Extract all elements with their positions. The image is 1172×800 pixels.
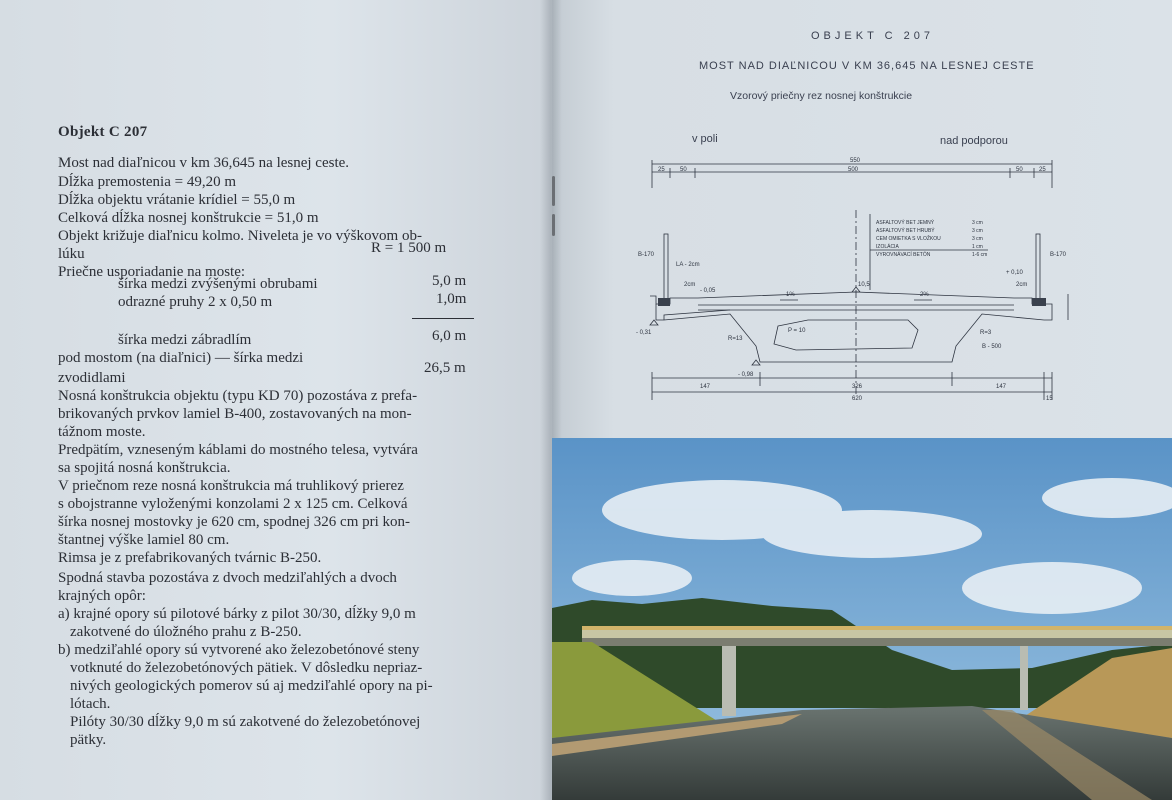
slope-right: 2% bbox=[920, 292, 929, 298]
dim-bottom-right: 147 bbox=[996, 384, 1007, 390]
text-line: zvodidlami bbox=[58, 370, 126, 386]
text-line: Dĺžka objektu vrátanie krídiel = 55,0 m bbox=[58, 192, 296, 208]
text-line: V priečnom reze nosná konštrukcia má truhlikový prierez bbox=[58, 478, 404, 494]
level-minus-005: - 0,05 bbox=[700, 288, 716, 294]
text-line: pod mostom (na diaľnici) — šírka medzi bbox=[58, 350, 304, 366]
bridge-photo bbox=[552, 438, 1172, 800]
value-strips: 1,0m bbox=[436, 291, 467, 307]
layer-value: 1-6 cm bbox=[972, 252, 988, 258]
level-mid: - 0,98 bbox=[738, 372, 754, 378]
layer-label: CEM OMIETKA S VLOŽKOU bbox=[876, 236, 941, 242]
layer-value: 3 cm bbox=[972, 236, 983, 242]
dim-bottom-left: 147 bbox=[700, 384, 711, 390]
text-line: Objekt križuje diaľnicu kolmo. Niveleta je vo výškovom ob- bbox=[58, 228, 422, 244]
la-label: LA - 2cm bbox=[676, 262, 700, 268]
layer-value: 3 cm bbox=[972, 228, 983, 234]
dim-top-left2: 50 bbox=[680, 167, 687, 173]
dim-top-mid: 500 bbox=[848, 167, 859, 173]
dim-top-right: 50 bbox=[1016, 167, 1023, 173]
text-line: votknuté do železobetónových pätiek. V dôsledku nepriaz- bbox=[70, 660, 423, 676]
layer-label: IZOLÁCIA bbox=[876, 244, 899, 250]
text-line: lúku bbox=[58, 246, 85, 262]
value-guardrail: 26,5 m bbox=[424, 360, 466, 376]
text-line: b) medziľahlé opory sú vytvorené ako železobetónové steny bbox=[58, 642, 420, 658]
text-line: Pilóty 30/30 dĺžky 9,0 m sú zakotvené do železobetónovej bbox=[70, 714, 421, 730]
text-line: odrazné pruhy 2 x 0,50 m bbox=[118, 294, 273, 310]
dim-top-right2: 25 bbox=[1039, 167, 1046, 173]
drawing-object-heading: OBJEKT C 207 bbox=[811, 30, 934, 42]
value-width: 5,0 m bbox=[432, 273, 467, 289]
text-line: Most nad diaľnicou v km 36,645 na lesnej ceste. bbox=[58, 155, 350, 171]
p-label: P = 10 bbox=[788, 328, 806, 334]
small-2cm-left: 2cm bbox=[684, 282, 696, 288]
drawing-caption: Vzorový priečny rez nosnej konštrukcie bbox=[730, 90, 913, 102]
layer-label: ASFALTOVÝ BET JEMNÝ bbox=[876, 220, 935, 226]
text-line: sa spojitá nosná konštrukcia. bbox=[58, 460, 231, 476]
text-line: lótach. bbox=[70, 696, 111, 712]
text-line: štantnej výške lamiel 80 cm. bbox=[58, 532, 230, 548]
dim-bottom-mid: 326 bbox=[852, 384, 863, 390]
slope-left: 1% bbox=[786, 292, 795, 298]
radius-value: R = 1 500 m bbox=[371, 240, 447, 256]
value-railing: 6,0 m bbox=[432, 328, 467, 344]
dim-top-left: 25 bbox=[658, 167, 665, 173]
text-line: Nosná konštrukcia objektu (typu KD 70) pozostáva z prefa- bbox=[58, 388, 418, 404]
dim-bottom-total: 620 bbox=[852, 396, 863, 402]
text-line: šírka nosnej mostovky je 620 cm, spodnej 326 cm pri kon- bbox=[58, 514, 411, 530]
dim-bottom-end: 15 bbox=[1046, 396, 1053, 402]
staple-bottom bbox=[552, 214, 555, 236]
staple-top bbox=[552, 176, 555, 206]
left-rail-label: B-170 bbox=[638, 252, 655, 258]
text-line: Spodná stavba pozostáva z dvoch medziľahlých a dvoch bbox=[58, 570, 397, 586]
r-right-label: R=3 bbox=[980, 330, 992, 336]
layer-label: VYROVNÁVACÍ BETÓN bbox=[876, 252, 931, 258]
text-line: nivých geologických pomerov sú aj medziľahlé opory na pi- bbox=[70, 678, 433, 694]
text-line: s obojstranne vyloženými konzolami 2 x 125 cm. Celková bbox=[58, 496, 408, 512]
level-plus-010: + 0,10 bbox=[1006, 270, 1023, 276]
text-line: šírka medzi zvýšenými obrubami bbox=[118, 276, 318, 292]
layer-value: 1 cm bbox=[972, 244, 983, 250]
object-title: Objekt C 207 bbox=[58, 124, 148, 140]
text-line: brikovaných prvkov lamiel B-400, zostavovaných na mon- bbox=[58, 406, 412, 422]
text-line: Priečne usporiadanie na moste: bbox=[58, 264, 246, 280]
cross-section-drawing bbox=[620, 150, 1090, 420]
sum-rule bbox=[412, 318, 474, 319]
text-line: Rimsa je z prefabrikovaných tvárnic B-250. bbox=[58, 550, 322, 566]
layer-value: 3 cm bbox=[972, 220, 983, 226]
text-line: Celková dĺžka nosnej konštrukcie = 51,0 m bbox=[58, 210, 319, 226]
label-in-field: v poli bbox=[692, 133, 718, 145]
text-line: Dĺžka premostenia = 49,20 m bbox=[58, 174, 237, 190]
label-over-support: nad podporou bbox=[940, 135, 1008, 147]
b-label: B - 500 bbox=[982, 344, 1002, 350]
r-label: R=13 bbox=[728, 336, 743, 342]
text-line: krajných opôr: bbox=[58, 588, 146, 604]
text-line: zakotvené do úložného prahu z B-250. bbox=[70, 624, 302, 640]
drawing-subheading: MOST NAD DIAĽNICOU V KM 36,645 NA LESNEJ CESTE bbox=[699, 60, 1035, 72]
small-2cm-right: 2cm bbox=[1016, 282, 1028, 288]
text-line: šírka medzi zábradlím bbox=[118, 332, 252, 348]
dim-total-top: 550 bbox=[850, 158, 861, 164]
text-line: pätky. bbox=[70, 732, 107, 748]
text-line: a) krajné opory sú pilotové bárky z pilot 30/30, dĺžky 9,0 m bbox=[58, 606, 416, 622]
level-top: 10,5 bbox=[858, 282, 870, 288]
text-line: Predpätím, vzneseným káblami do mostného telesa, vytvára bbox=[58, 442, 418, 458]
level-left: - 0,31 bbox=[636, 330, 652, 336]
layer-label: ASFALTOVÝ BET HRUBÝ bbox=[876, 228, 935, 234]
right-rail-label: B-170 bbox=[1050, 252, 1067, 258]
text-line: tážnom moste. bbox=[58, 424, 146, 440]
